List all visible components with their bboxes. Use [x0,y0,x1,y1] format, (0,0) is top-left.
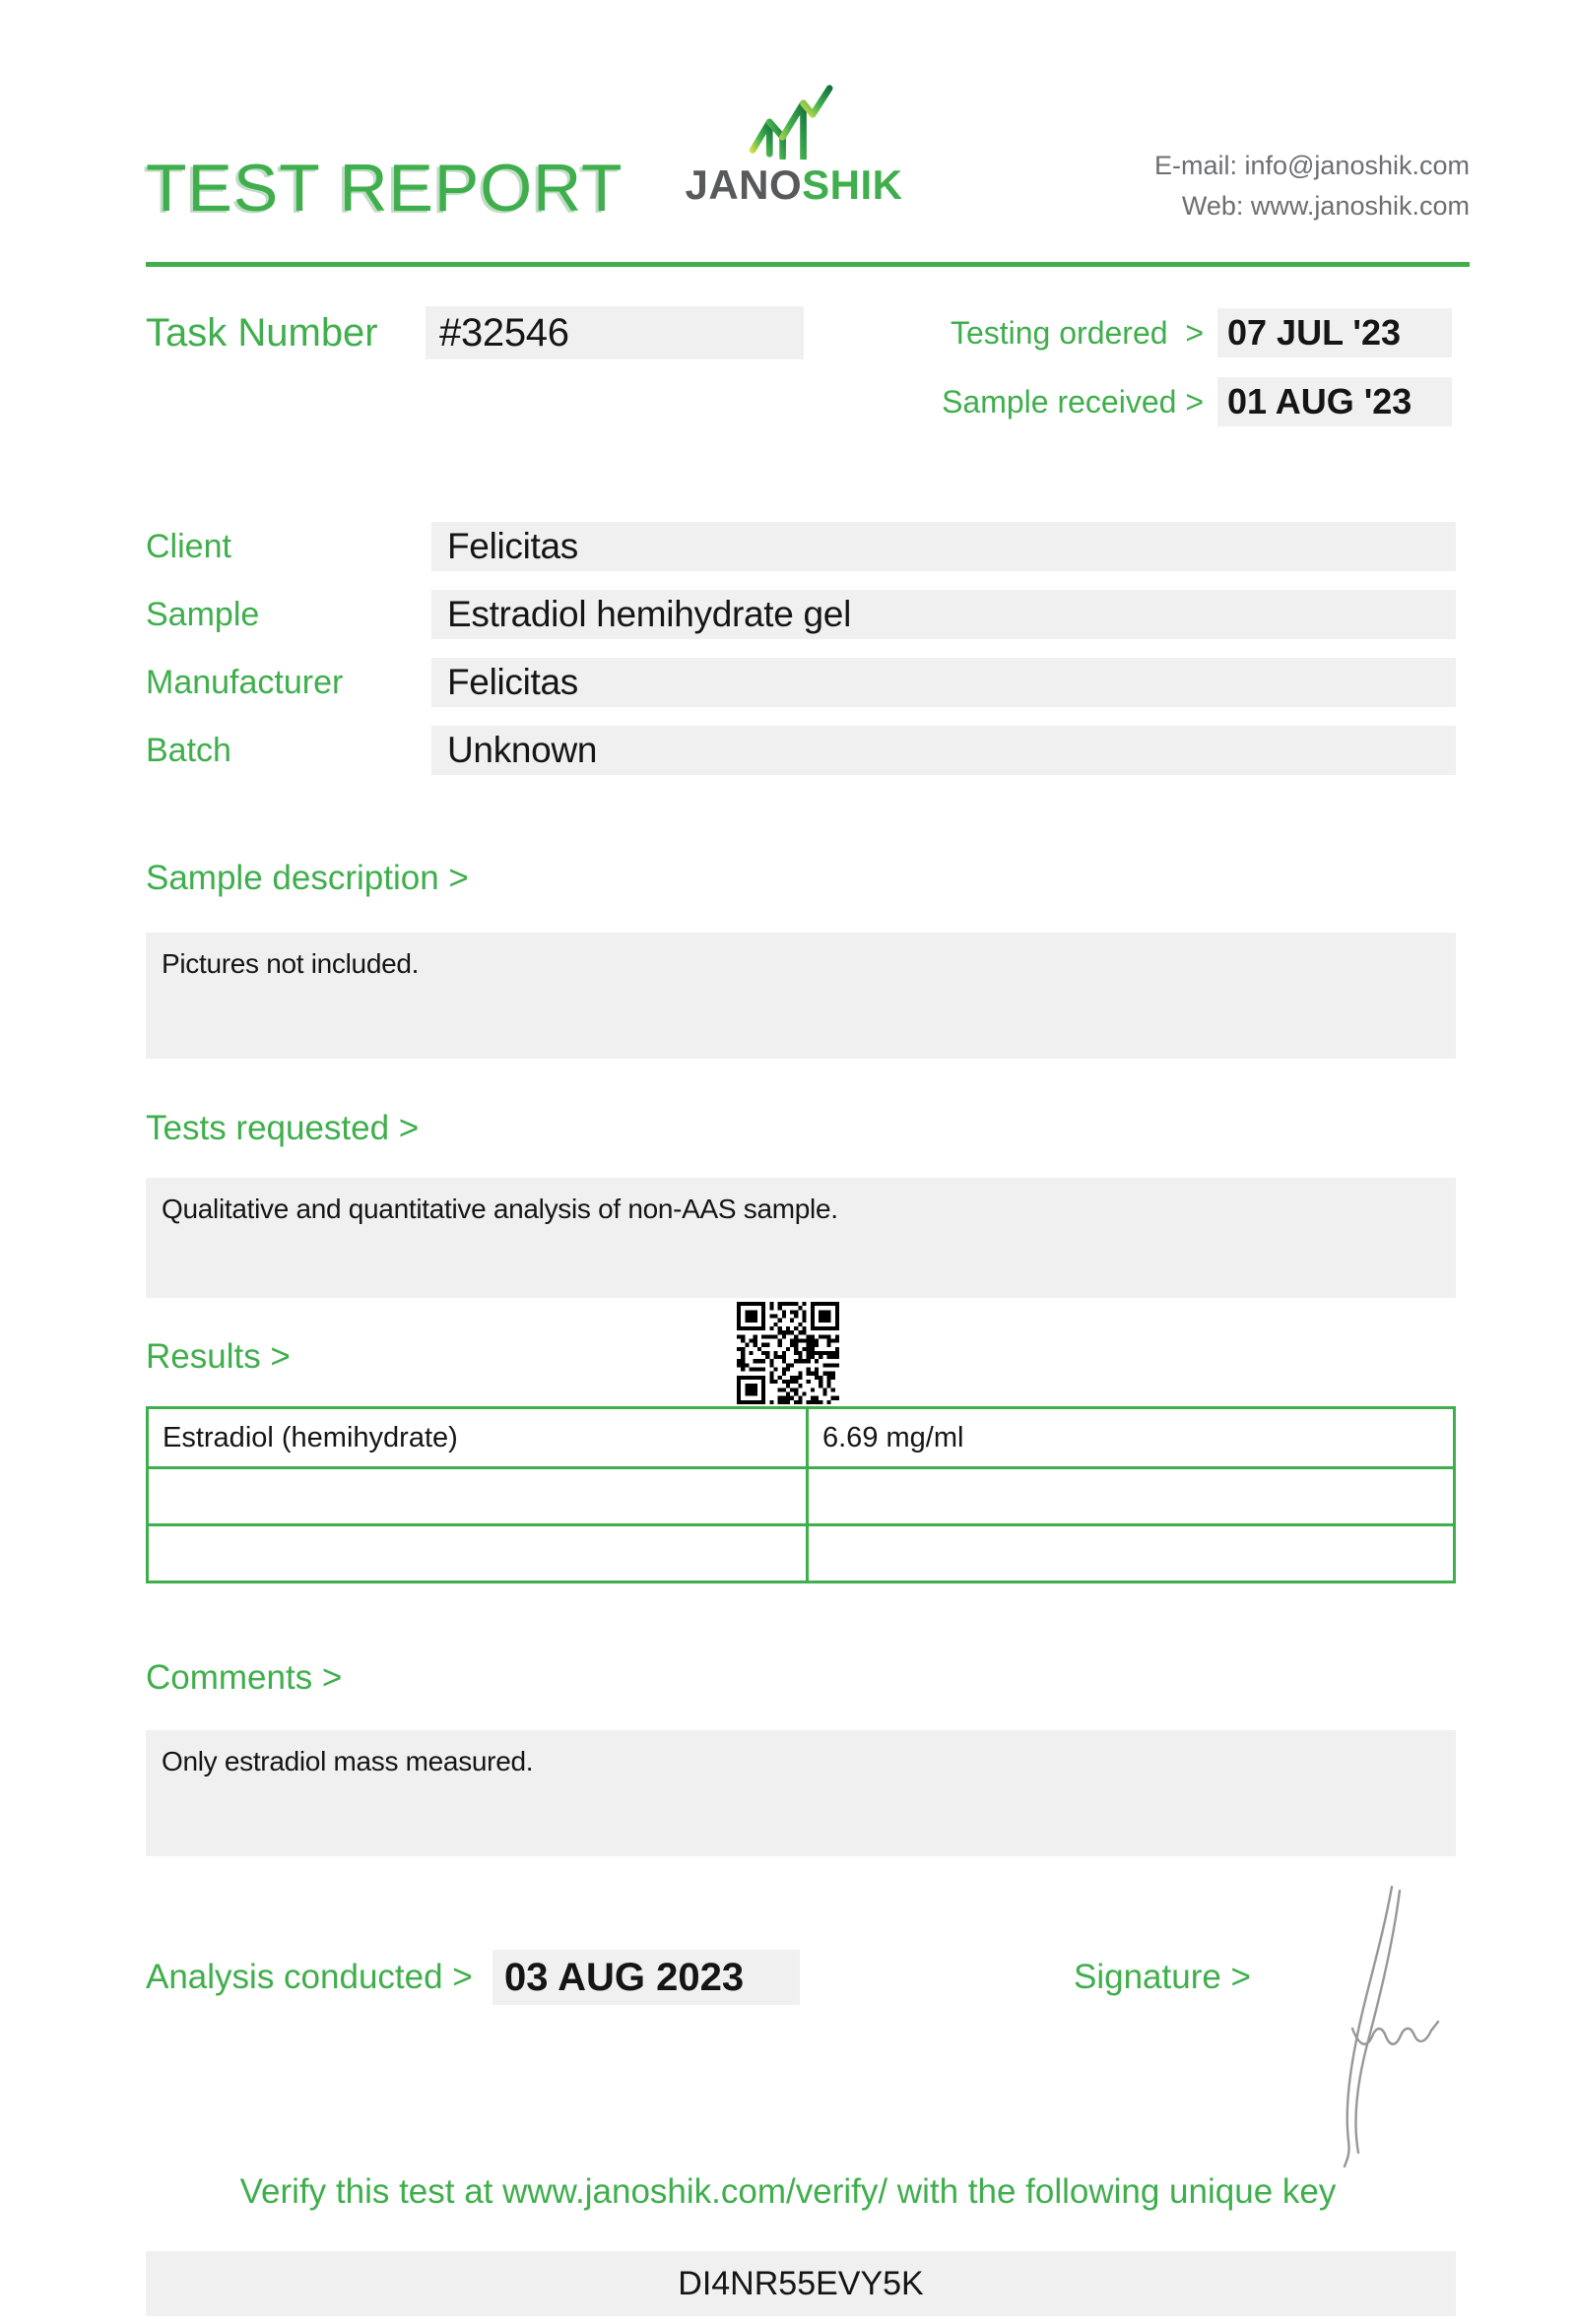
comments-box [146,1730,1456,1856]
sample-info-list [146,522,1456,794]
verify-key: DI4NR55EVY5K [678,2265,924,2302]
result-value-cell: 6.69 mg/ml [806,1409,1453,1466]
chart-arrow-icon [747,81,841,160]
batch-row [146,726,1456,775]
signature-label: Signature > [1074,1958,1251,1996]
logo-text-jano: JANO [685,161,803,208]
result-analyte-cell [149,1466,806,1523]
sample-value: Estradiol hemihydrate gel [431,590,1456,639]
batch-label: Batch [146,732,231,769]
task-number-row [146,306,804,359]
testing-ordered-row [886,308,1452,357]
client-label: Client [146,528,231,565]
tests-requested-box [146,1178,1456,1298]
page-title: TEST REPORT [146,151,624,226]
testing-ordered-label: Testing ordered > [950,315,1204,351]
client-value: Felicitas [431,522,1456,571]
tests-requested-heading: Tests requested > [146,1109,420,1147]
sample-label: Sample [146,596,260,633]
contact-info [1154,146,1470,226]
result-analyte-cell: Estradiol (hemihydrate) [163,1421,458,1453]
manufacturer-row [146,658,1456,707]
verify-text: Verify this test at www.janoshik.com/verify/ with the following unique key [239,2172,1337,2211]
sample-description-text: Pictures not included. [162,948,420,979]
comments-heading: Comments > [146,1658,343,1697]
comments-text: Only estradiol mass measured. [162,1746,534,1776]
results-heading: Results > [146,1337,291,1376]
batch-value: Unknown [431,726,1456,775]
verify-key-box [146,2251,1456,2316]
client-row [146,522,1456,571]
analysis-conducted-value: 03 AUG 2023 [492,1950,800,2005]
signature-image [1276,1883,1453,2168]
contact-email: E-mail: info@janoshik.com [1153,151,1470,180]
header-divider [146,262,1470,267]
analysis-conducted-label: Analysis conducted > [146,1958,473,1996]
qr-code [737,1302,839,1404]
logo-text-shik: SHIK [802,161,903,208]
result-value-cell [806,1523,1453,1581]
task-number-value: #32546 [426,306,804,359]
sample-received-row [886,377,1452,426]
manufacturer-value: Felicitas [431,658,1456,707]
manufacturer-label: Manufacturer [146,664,344,701]
result-value-cell [806,1466,1453,1523]
tests-requested-text: Qualitative and quantitative analysis of non-AAS sample. [162,1194,838,1224]
results-table [146,1406,1456,1583]
task-number-label: Task Number [146,311,378,355]
sample-row [146,590,1456,639]
contact-web: Web: www.janoshik.com [1181,191,1470,221]
sample-received-label: Sample received > [942,384,1204,420]
logo [678,81,910,209]
testing-ordered-value: 07 JUL '23 [1217,308,1452,357]
sample-description-heading: Sample description > [146,859,469,897]
logo-text [678,161,910,209]
sample-description-box [146,933,1456,1059]
result-analyte-cell [149,1523,806,1581]
sample-received-value: 01 AUG '23 [1217,377,1452,426]
analysis-conducted-row [146,1950,800,2005]
